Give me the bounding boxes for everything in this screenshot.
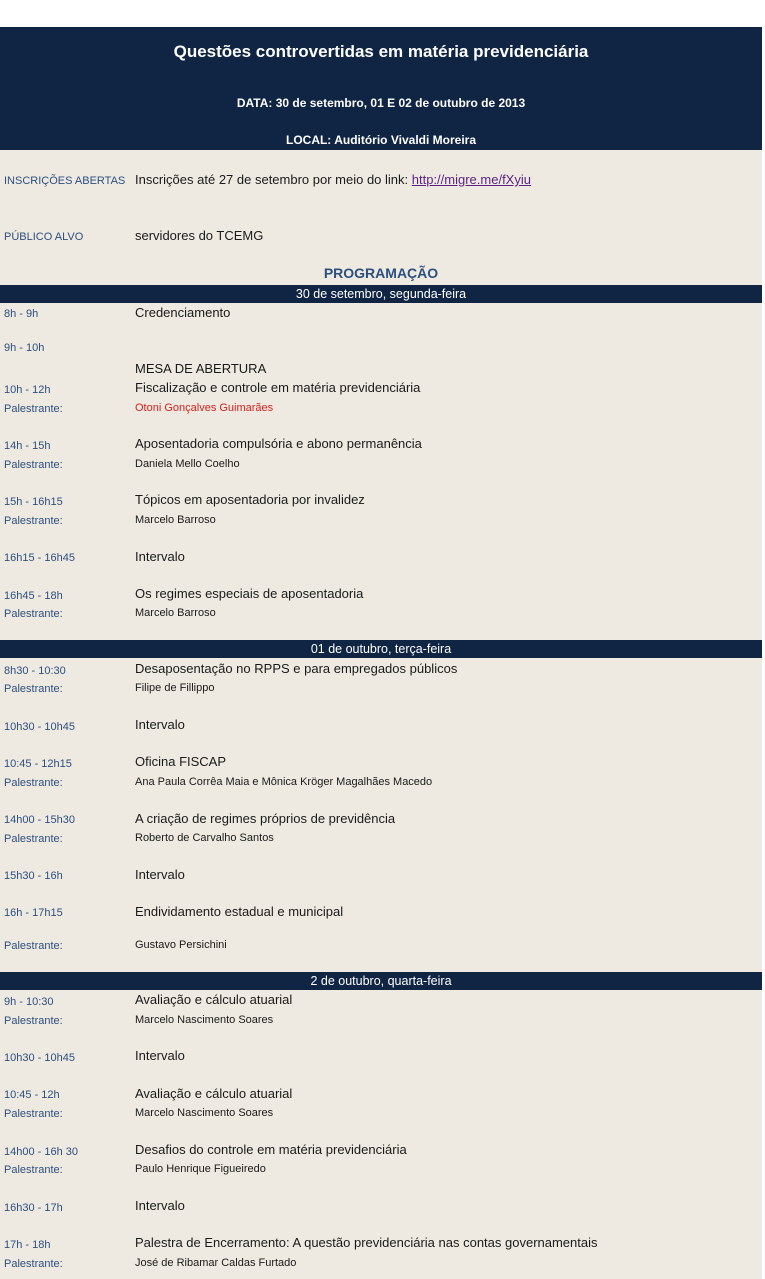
session-title: Intervalo [135, 717, 185, 732]
session-title: Endividamento estadual e municipal [135, 904, 344, 919]
session-time: 9h - 10h [4, 342, 45, 354]
speaker-name: Gustavo Persichini [135, 939, 227, 951]
speaker-label: Palestrante: [4, 777, 63, 789]
inscricoes-text [135, 172, 531, 187]
session-time: 16h45 - 18h [4, 590, 63, 602]
speaker-name: Marcelo Barroso [135, 607, 216, 619]
day-header: 2 de outubro, quarta-feira [0, 972, 762, 990]
session-title: Os regimes especiais de aposentadoria [135, 586, 364, 601]
speaker-label: Palestrante: [4, 940, 63, 952]
session-time: 10h - 12h [4, 384, 51, 396]
speaker-name: Marcelo Nascimento Soares [135, 1014, 274, 1026]
session-time: 16h - 17h15 [4, 907, 63, 919]
speaker-label: Palestrante: [4, 1164, 63, 1176]
session-title: Tópicos em aposentadoria por invalidez [135, 492, 365, 507]
speaker-name: José de Ribamar Caldas Furtado [135, 1257, 297, 1269]
speaker-name: Daniela Mello Coelho [135, 458, 240, 470]
page-title: Questões controvertidas em matéria previdenciária [173, 42, 589, 61]
session-time: 16h30 - 17h [4, 1202, 63, 1214]
session-title: Avaliação e cálculo atuarial [135, 992, 293, 1007]
session-title: MESA DE ABERTURA [135, 361, 267, 376]
speaker-label: Palestrante: [4, 403, 63, 415]
speaker-label: Palestrante: [4, 683, 63, 695]
inscricoes-description: Inscrições até 27 de setembro por meio do link: [135, 172, 409, 187]
session-time: 14h00 - 15h30 [4, 814, 75, 826]
registration-link[interactable]: http://migre.me/fXyiu [411, 172, 531, 187]
session-title: Intervalo [135, 1198, 185, 1213]
speaker-name: Marcelo Barroso [135, 514, 216, 526]
session-time: 14h00 - 16h 30 [4, 1146, 79, 1158]
session-title: A criação de regimes próprios de previdência [135, 811, 396, 826]
event-location: LOCAL: Auditório Vivaldi Moreira [285, 133, 476, 147]
speaker-label: Palestrante: [4, 459, 63, 471]
session-title: Intervalo [135, 549, 185, 564]
speaker-label: Palestrante: [4, 1258, 63, 1270]
session-time: 10h30 - 10h45 [4, 721, 75, 733]
speaker-label: Palestrante: [4, 1015, 63, 1027]
day-header: 30 de setembro, segunda-feira [0, 285, 762, 303]
session-title: Fiscalização e controle em matéria previdenciária [135, 380, 421, 395]
session-time: 10:45 - 12h15 [4, 758, 72, 770]
speaker-label: Palestrante: [4, 608, 63, 620]
session-time: 8h30 - 10:30 [4, 665, 66, 677]
session-time: 15h30 - 16h [4, 870, 63, 882]
speaker-name: Filipe de Fillippo [135, 682, 215, 694]
session-title: Aposentadoria compulsória e abono permanência [135, 436, 422, 451]
session-title: Desaposentação no RPPS e para empregados públicos [135, 661, 458, 676]
publico-label: PÚBLICO ALVO [4, 231, 84, 243]
session-time: 16h15 - 16h45 [4, 552, 75, 564]
session-title: Avaliação e cálculo atuarial [135, 1086, 293, 1101]
session-title: Oficina FISCAP [135, 754, 227, 769]
session-time: 10h30 - 10h45 [4, 1052, 75, 1064]
content-background [0, 150, 762, 1279]
session-time: 8h - 9h [4, 308, 39, 320]
speaker-name: Ana Paula Corrêa Maia e Mônica Kröger Magalhães Macedo [135, 776, 433, 788]
speaker-label: Palestrante: [4, 1108, 63, 1120]
session-time: 14h - 15h [4, 440, 51, 452]
session-time: 17h - 18h [4, 1239, 51, 1251]
session-time: 9h - 10:30 [4, 996, 54, 1008]
session-title: Desafios do controle em matéria previdenciária [135, 1142, 407, 1157]
session-title: Intervalo [135, 867, 185, 882]
session-time: 15h - 16h15 [4, 496, 63, 508]
session-title: Palestra de Encerramento: A questão previdenciária nas contas governamentais [135, 1235, 598, 1250]
day-header: 01 de outubro, terça-feira [0, 640, 762, 658]
publico-text: servidores do TCEMG [135, 228, 264, 243]
event-date: DATA: 30 de setembro, 01 E 02 de outubro de 2013 [236, 96, 526, 110]
session-time: 10:45 - 12h [4, 1089, 60, 1101]
speaker-name: Roberto de Carvalho Santos [135, 832, 274, 844]
speaker-label: Palestrante: [4, 833, 63, 845]
inscricoes-label: INSCRIÇÕES ABERTAS [4, 175, 126, 187]
programacao-heading: PROGRAMAÇÃO [323, 265, 439, 281]
session-title: Credenciamento [135, 305, 231, 320]
speaker-label: Palestrante: [4, 515, 63, 527]
speaker-name: Paulo Henrique Figueiredo [135, 1163, 266, 1175]
speaker-name: Marcelo Nascimento Soares [135, 1107, 274, 1119]
speaker-name: Otoni Gonçalves Guimarães [135, 402, 274, 414]
session-title: Intervalo [135, 1048, 185, 1063]
